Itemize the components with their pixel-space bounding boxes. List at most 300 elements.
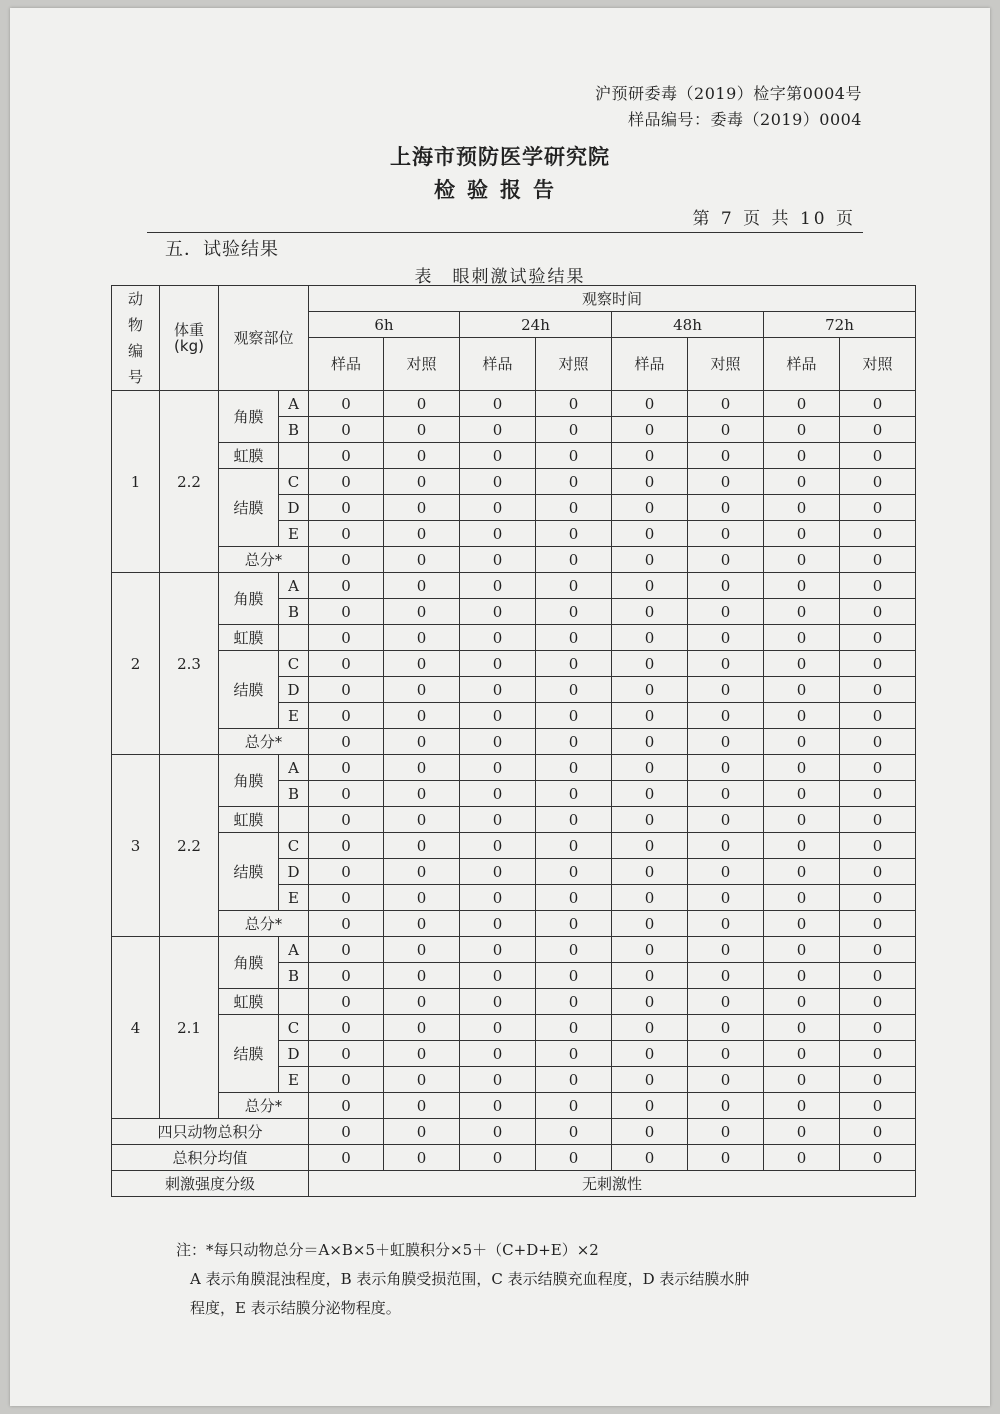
score-cell: 0 xyxy=(384,703,460,729)
grade-value: 无刺激性 xyxy=(309,1171,916,1197)
score-cell: 0 xyxy=(536,859,612,885)
score-cell: 0 xyxy=(764,729,840,755)
header-control: 对照 xyxy=(840,338,916,391)
score-cell: 0 xyxy=(460,1067,536,1093)
score-cell: 0 xyxy=(384,1015,460,1041)
score-cell: 0 xyxy=(384,859,460,885)
header-body-weight xyxy=(160,286,219,391)
score-cell: 0 xyxy=(309,833,384,859)
score-cell: 0 xyxy=(309,859,384,885)
score-cell: 0 xyxy=(536,911,612,937)
score-cell: 0 xyxy=(840,885,916,911)
score-cell: 0 xyxy=(688,963,764,989)
score-cell: 0 xyxy=(309,1067,384,1093)
summary-mean-label: 总积分均值 xyxy=(112,1145,309,1171)
site-conjunctiva: 结膜 xyxy=(219,833,279,911)
score-cell: 0 xyxy=(688,1067,764,1093)
score-cell: 0 xyxy=(309,443,384,469)
score-cell: 0 xyxy=(612,963,688,989)
score-cell: 0 xyxy=(384,1041,460,1067)
score-cell: 0 xyxy=(384,677,460,703)
score-cell: 0 xyxy=(612,1041,688,1067)
score-cell: 0 xyxy=(688,443,764,469)
score-cell: 0 xyxy=(309,781,384,807)
table-row xyxy=(112,1015,916,1041)
score-cell: 0 xyxy=(460,781,536,807)
animal-number: 2 xyxy=(112,573,160,755)
score-cell: 0 xyxy=(840,443,916,469)
score-cell: 0 xyxy=(536,885,612,911)
score-cell: 0 xyxy=(764,1067,840,1093)
score-cell: 0 xyxy=(764,677,840,703)
score-cell: 0 xyxy=(688,885,764,911)
score-cell: 0 xyxy=(384,833,460,859)
score-cell: 0 xyxy=(536,729,612,755)
score-cell: 0 xyxy=(536,1041,612,1067)
site-sub-code: C xyxy=(279,833,309,859)
score-cell: 0 xyxy=(460,625,536,651)
score-cell: 0 xyxy=(309,989,384,1015)
score-cell: 0 xyxy=(764,1041,840,1067)
site-total: 总分* xyxy=(219,1093,309,1119)
score-cell: 0 xyxy=(840,989,916,1015)
sample-number: 样品编号：委毒（2019）0004 xyxy=(628,110,862,129)
animal-number: 3 xyxy=(112,755,160,937)
site-total: 总分* xyxy=(219,547,309,573)
score-cell: 0 xyxy=(840,547,916,573)
site-cornea: 角膜 xyxy=(219,937,279,989)
score-cell: 0 xyxy=(536,989,612,1015)
score-cell: 0 xyxy=(384,1067,460,1093)
score-cell: 0 xyxy=(612,521,688,547)
score-cell: 0 xyxy=(309,495,384,521)
score-cell: 0 xyxy=(384,391,460,417)
score-cell: 0 xyxy=(460,859,536,885)
summary-mean-cell: 0 xyxy=(384,1145,460,1171)
score-cell: 0 xyxy=(309,937,384,963)
score-cell: 0 xyxy=(764,963,840,989)
site-sub-code: D xyxy=(279,495,309,521)
header-body-weight-label: 体重 xyxy=(173,321,204,339)
score-cell: 0 xyxy=(612,573,688,599)
score-cell: 0 xyxy=(840,1015,916,1041)
score-cell: 0 xyxy=(840,651,916,677)
score-cell: 0 xyxy=(612,651,688,677)
header-sample: 样品 xyxy=(612,338,688,391)
score-cell: 0 xyxy=(384,573,460,599)
score-cell: 0 xyxy=(460,937,536,963)
animal-weight: 2.1 xyxy=(160,937,219,1119)
score-cell: 0 xyxy=(309,625,384,651)
site-sub-code: D xyxy=(279,1041,309,1067)
score-cell: 0 xyxy=(536,703,612,729)
table-row xyxy=(112,937,916,963)
institute-name: 上海市预防医学研究院 xyxy=(390,145,610,169)
summary-total-label: 四只动物总积分 xyxy=(112,1119,309,1145)
score-cell: 0 xyxy=(764,443,840,469)
score-cell: 0 xyxy=(309,391,384,417)
note-legend-line1: A 表示角膜混浊程度，B 表示角膜受损范围，C 表示结膜充血程度，D 表示结膜水肿 xyxy=(190,1270,750,1288)
score-cell: 0 xyxy=(764,1093,840,1119)
score-cell: 0 xyxy=(764,703,840,729)
score-cell: 0 xyxy=(384,521,460,547)
score-cell: 0 xyxy=(309,1041,384,1067)
score-cell: 0 xyxy=(764,599,840,625)
score-cell: 0 xyxy=(384,729,460,755)
animal-number: 1 xyxy=(112,391,160,573)
score-cell: 0 xyxy=(840,781,916,807)
score-cell: 0 xyxy=(764,521,840,547)
score-cell: 0 xyxy=(612,547,688,573)
score-cell: 0 xyxy=(309,521,384,547)
site-sub-code: C xyxy=(279,651,309,677)
score-cell: 0 xyxy=(460,521,536,547)
score-cell: 0 xyxy=(688,755,764,781)
score-cell: 0 xyxy=(764,1015,840,1041)
site-cornea: 角膜 xyxy=(219,755,279,807)
score-cell: 0 xyxy=(840,417,916,443)
table-notes xyxy=(176,1236,876,1323)
header-animal-no-char: 编 xyxy=(127,342,143,360)
summary-mean-cell: 0 xyxy=(460,1145,536,1171)
score-cell: 0 xyxy=(384,599,460,625)
section-heading: 五．试验结果 xyxy=(165,239,279,260)
site-total: 总分* xyxy=(219,729,309,755)
score-cell: 0 xyxy=(688,391,764,417)
score-cell: 0 xyxy=(688,1015,764,1041)
score-cell: 0 xyxy=(536,495,612,521)
score-cell: 0 xyxy=(612,1015,688,1041)
score-cell: 0 xyxy=(460,573,536,599)
score-cell: 0 xyxy=(536,443,612,469)
site-sub-code: A xyxy=(279,937,309,963)
score-cell: 0 xyxy=(536,833,612,859)
table-row xyxy=(112,547,916,573)
site-conjunctiva: 结膜 xyxy=(219,651,279,729)
animal-weight: 2.2 xyxy=(160,755,219,937)
site-sub-code: B xyxy=(279,963,309,989)
score-cell: 0 xyxy=(840,625,916,651)
score-cell: 0 xyxy=(309,911,384,937)
score-cell: 0 xyxy=(612,677,688,703)
animal-weight: 2.3 xyxy=(160,573,219,755)
table-row xyxy=(112,573,916,599)
score-cell: 0 xyxy=(840,391,916,417)
score-cell: 0 xyxy=(612,599,688,625)
header-time-24h: 24h xyxy=(460,312,612,338)
score-cell: 0 xyxy=(612,781,688,807)
score-cell: 0 xyxy=(764,625,840,651)
score-cell: 0 xyxy=(612,443,688,469)
score-cell: 0 xyxy=(384,807,460,833)
score-cell: 0 xyxy=(460,885,536,911)
score-cell: 0 xyxy=(384,911,460,937)
score-cell: 0 xyxy=(688,521,764,547)
table-row xyxy=(112,989,916,1015)
score-cell: 0 xyxy=(460,963,536,989)
score-cell: 0 xyxy=(688,573,764,599)
score-cell: 0 xyxy=(460,807,536,833)
score-cell: 0 xyxy=(612,885,688,911)
score-cell: 0 xyxy=(688,859,764,885)
score-cell: 0 xyxy=(460,391,536,417)
site-sub-code: C xyxy=(279,469,309,495)
score-cell: 0 xyxy=(384,651,460,677)
score-cell: 0 xyxy=(840,521,916,547)
score-cell: 0 xyxy=(460,469,536,495)
score-cell: 0 xyxy=(536,391,612,417)
header-control: 对照 xyxy=(384,338,460,391)
summary-total-cell: 0 xyxy=(840,1119,916,1145)
table-row xyxy=(112,807,916,833)
summary-total-cell: 0 xyxy=(612,1119,688,1145)
score-cell: 0 xyxy=(536,755,612,781)
score-cell: 0 xyxy=(460,755,536,781)
score-cell: 0 xyxy=(612,1067,688,1093)
score-cell: 0 xyxy=(764,469,840,495)
score-cell: 0 xyxy=(612,807,688,833)
score-cell: 0 xyxy=(309,963,384,989)
score-cell: 0 xyxy=(840,833,916,859)
site-sub-code: A xyxy=(279,391,309,417)
summary-total-cell: 0 xyxy=(536,1119,612,1145)
site-sub-code: E xyxy=(279,1067,309,1093)
site-sub-empty xyxy=(279,443,309,469)
score-cell: 0 xyxy=(536,417,612,443)
header-control: 对照 xyxy=(536,338,612,391)
score-cell: 0 xyxy=(764,651,840,677)
score-cell: 0 xyxy=(688,651,764,677)
summary-total-cell: 0 xyxy=(460,1119,536,1145)
site-sub-code: E xyxy=(279,885,309,911)
score-cell: 0 xyxy=(384,963,460,989)
results-body xyxy=(112,391,916,1197)
score-cell: 0 xyxy=(688,1041,764,1067)
grade-label: 刺激强度分级 xyxy=(112,1171,309,1197)
score-cell: 0 xyxy=(460,547,536,573)
site-sub-code: D xyxy=(279,859,309,885)
score-cell: 0 xyxy=(536,625,612,651)
score-cell: 0 xyxy=(309,703,384,729)
score-cell: 0 xyxy=(764,859,840,885)
table-row xyxy=(112,755,916,781)
site-iris: 虹膜 xyxy=(219,989,279,1015)
summary-mean-cell: 0 xyxy=(612,1145,688,1171)
score-cell: 0 xyxy=(536,677,612,703)
score-cell: 0 xyxy=(688,547,764,573)
site-sub-code: A xyxy=(279,755,309,781)
score-cell: 0 xyxy=(688,703,764,729)
score-cell: 0 xyxy=(840,677,916,703)
score-cell: 0 xyxy=(764,807,840,833)
score-cell: 0 xyxy=(840,573,916,599)
score-cell: 0 xyxy=(536,1093,612,1119)
site-sub-code: E xyxy=(279,703,309,729)
score-cell: 0 xyxy=(688,625,764,651)
score-cell: 0 xyxy=(460,599,536,625)
table-row xyxy=(112,911,916,937)
site-sub-code: B xyxy=(279,599,309,625)
score-cell: 0 xyxy=(309,885,384,911)
score-cell: 0 xyxy=(384,417,460,443)
score-cell: 0 xyxy=(840,495,916,521)
score-cell: 0 xyxy=(460,703,536,729)
score-cell: 0 xyxy=(688,989,764,1015)
grade-row xyxy=(112,1171,916,1197)
summary-mean-cell: 0 xyxy=(688,1145,764,1171)
animal-number: 4 xyxy=(112,937,160,1119)
summary-total-cell: 0 xyxy=(764,1119,840,1145)
score-cell: 0 xyxy=(460,495,536,521)
header-animal-no xyxy=(112,286,160,391)
site-sub-empty xyxy=(279,989,309,1015)
header-sample: 样品 xyxy=(764,338,840,391)
score-cell: 0 xyxy=(688,833,764,859)
score-cell: 0 xyxy=(612,495,688,521)
site-iris: 虹膜 xyxy=(219,443,279,469)
score-cell: 0 xyxy=(536,781,612,807)
score-cell: 0 xyxy=(460,989,536,1015)
score-cell: 0 xyxy=(460,911,536,937)
score-cell: 0 xyxy=(688,729,764,755)
eye-irritation-results-table xyxy=(111,285,916,1197)
header-animal-no-char: 动 xyxy=(127,290,143,308)
score-cell: 0 xyxy=(688,469,764,495)
score-cell: 0 xyxy=(840,911,916,937)
score-cell: 0 xyxy=(688,677,764,703)
table-row xyxy=(112,469,916,495)
score-cell: 0 xyxy=(460,417,536,443)
score-cell: 0 xyxy=(612,417,688,443)
score-cell: 0 xyxy=(309,547,384,573)
score-cell: 0 xyxy=(840,859,916,885)
score-cell: 0 xyxy=(764,885,840,911)
score-cell: 0 xyxy=(309,599,384,625)
score-cell: 0 xyxy=(612,989,688,1015)
score-cell: 0 xyxy=(764,391,840,417)
score-cell: 0 xyxy=(688,1093,764,1119)
site-sub-code: B xyxy=(279,417,309,443)
table-row xyxy=(112,625,916,651)
site-cornea: 角膜 xyxy=(219,391,279,443)
score-cell: 0 xyxy=(840,937,916,963)
table-row xyxy=(112,1093,916,1119)
score-cell: 0 xyxy=(309,677,384,703)
score-cell: 0 xyxy=(840,729,916,755)
score-cell: 0 xyxy=(764,547,840,573)
site-iris: 虹膜 xyxy=(219,807,279,833)
score-cell: 0 xyxy=(764,833,840,859)
score-cell: 0 xyxy=(688,937,764,963)
score-cell: 0 xyxy=(536,651,612,677)
score-cell: 0 xyxy=(460,443,536,469)
site-conjunctiva: 结膜 xyxy=(219,1015,279,1093)
header-animal-no-char: 号 xyxy=(127,368,143,386)
summary-mean-cell: 0 xyxy=(309,1145,384,1171)
header-observation-site: 观察部位 xyxy=(219,286,309,391)
header-time-6h: 6h xyxy=(309,312,460,338)
score-cell: 0 xyxy=(688,911,764,937)
site-conjunctiva: 结膜 xyxy=(219,469,279,547)
table-row xyxy=(112,833,916,859)
score-cell: 0 xyxy=(764,937,840,963)
score-cell: 0 xyxy=(309,807,384,833)
score-cell: 0 xyxy=(764,495,840,521)
score-cell: 0 xyxy=(840,469,916,495)
score-cell: 0 xyxy=(688,495,764,521)
score-cell: 0 xyxy=(460,1041,536,1067)
site-cornea: 角膜 xyxy=(219,573,279,625)
header-divider xyxy=(147,232,863,233)
score-cell: 0 xyxy=(764,573,840,599)
score-cell: 0 xyxy=(384,937,460,963)
score-cell: 0 xyxy=(688,599,764,625)
summary-total-cell: 0 xyxy=(309,1119,384,1145)
score-cell: 0 xyxy=(536,469,612,495)
score-cell: 0 xyxy=(840,1041,916,1067)
score-cell: 0 xyxy=(309,1015,384,1041)
site-sub-code: E xyxy=(279,521,309,547)
summary-mean-cell: 0 xyxy=(764,1145,840,1171)
header-animal-no-char: 物 xyxy=(127,316,143,334)
page-indicator: 第 7 页 共 10 页 xyxy=(692,209,856,229)
score-cell: 0 xyxy=(384,443,460,469)
score-cell: 0 xyxy=(536,521,612,547)
score-cell: 0 xyxy=(840,599,916,625)
summary-mean-cell: 0 xyxy=(536,1145,612,1171)
site-sub-empty xyxy=(279,625,309,651)
score-cell: 0 xyxy=(612,391,688,417)
header-time-72h: 72h xyxy=(764,312,916,338)
score-cell: 0 xyxy=(309,469,384,495)
table-caption: 表 眼刺激试验结果 xyxy=(414,267,586,287)
header-observation-time: 观察时间 xyxy=(309,286,916,312)
site-sub-code: D xyxy=(279,677,309,703)
score-cell: 0 xyxy=(840,1067,916,1093)
score-cell: 0 xyxy=(536,599,612,625)
score-cell: 0 xyxy=(309,1093,384,1119)
score-cell: 0 xyxy=(536,547,612,573)
score-cell: 0 xyxy=(536,1067,612,1093)
score-cell: 0 xyxy=(612,911,688,937)
score-cell: 0 xyxy=(612,755,688,781)
table-row xyxy=(112,443,916,469)
table-row xyxy=(112,651,916,677)
header-sample: 样品 xyxy=(309,338,384,391)
summary-total-cell: 0 xyxy=(688,1119,764,1145)
score-cell: 0 xyxy=(612,703,688,729)
score-cell: 0 xyxy=(384,547,460,573)
score-cell: 0 xyxy=(536,573,612,599)
score-cell: 0 xyxy=(309,573,384,599)
score-cell: 0 xyxy=(612,833,688,859)
score-cell: 0 xyxy=(309,755,384,781)
score-cell: 0 xyxy=(840,963,916,989)
score-cell: 0 xyxy=(460,729,536,755)
header-control: 对照 xyxy=(688,338,764,391)
score-cell: 0 xyxy=(384,755,460,781)
score-cell: 0 xyxy=(840,755,916,781)
score-cell: 0 xyxy=(460,677,536,703)
score-cell: 0 xyxy=(764,989,840,1015)
score-cell: 0 xyxy=(384,1093,460,1119)
score-cell: 0 xyxy=(460,1093,536,1119)
score-cell: 0 xyxy=(309,417,384,443)
summary-total-cell: 0 xyxy=(384,1119,460,1145)
score-cell: 0 xyxy=(536,807,612,833)
note-legend-line2: 程度，E 表示结膜分泌物程度。 xyxy=(190,1299,401,1317)
summary-mean-cell: 0 xyxy=(840,1145,916,1171)
